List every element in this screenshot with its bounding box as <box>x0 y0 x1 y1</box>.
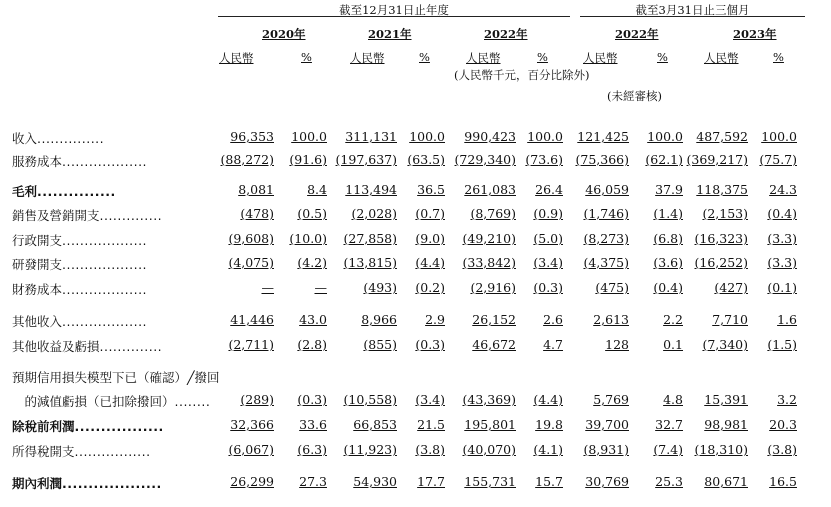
cell-amount: (2,028) <box>351 206 397 221</box>
col-pct-header: % <box>773 50 784 64</box>
cell-amount: (9,608) <box>228 231 274 246</box>
cell-percent: (0.9) <box>533 206 563 221</box>
cell-amount: (18,310) <box>694 442 748 457</box>
cell-amount: (27,858) <box>343 231 397 246</box>
row-label-text: 所得稅開支 <box>12 444 75 459</box>
col-rmb-header: 人民幣 <box>466 51 501 65</box>
cell-percent: 100.0 <box>527 129 563 144</box>
cell-amount: 261,083 <box>464 182 516 197</box>
table-row <box>0 231 831 249</box>
cell-percent: (0.7) <box>415 206 445 221</box>
cell-amount: (11,923) <box>343 442 397 457</box>
cell-percent: 4.8 <box>663 392 683 407</box>
header-group-year-end <box>218 2 570 17</box>
col-rmb-header: 人民幣 <box>219 51 254 65</box>
cell-amount: 30,769 <box>585 474 629 489</box>
row-label-text: 行政開支 <box>12 233 63 248</box>
cell-amount: (13,815) <box>343 255 397 270</box>
cell-percent: (1.5) <box>767 337 797 352</box>
row-leader-dots: ................... <box>62 257 148 272</box>
cell-amount: (10,558) <box>343 392 397 407</box>
row-leader-dots: .............. <box>99 339 163 354</box>
row-leader-dots: ................... <box>62 233 148 248</box>
cell-percent: (6.3) <box>297 442 327 457</box>
cell-percent: 17.7 <box>417 474 445 489</box>
cell-amount: (43,369) <box>462 392 516 407</box>
cell-amount: (369,217) <box>686 152 748 167</box>
cell-amount: 32,366 <box>230 417 274 432</box>
cell-amount: 26,299 <box>230 474 274 489</box>
cell-amount: 128 <box>605 337 629 352</box>
cell-amount: (33,842) <box>462 255 516 270</box>
cell-percent: (3.8) <box>767 442 797 457</box>
row-label-text: 研發開支 <box>12 257 63 272</box>
cell-amount: 7,710 <box>712 312 748 327</box>
cell-amount: (7,340) <box>702 337 748 352</box>
cell-percent: 26.4 <box>535 182 563 197</box>
cell-percent: (3.8) <box>415 442 445 457</box>
cell-amount: 8,966 <box>361 312 397 327</box>
row-leader-dots: ............... <box>37 131 105 146</box>
cell-amount: (4,075) <box>228 255 274 270</box>
col-pct-header: % <box>657 50 668 64</box>
cell-amount: (493) <box>363 280 397 295</box>
cell-percent: 21.5 <box>417 417 445 432</box>
cell-amount: (8,769) <box>470 206 516 221</box>
table-row <box>0 368 831 386</box>
cell-percent: (5.0) <box>533 231 563 246</box>
cell-percent: 100.0 <box>291 129 327 144</box>
row-label-text: 服務成本 <box>12 154 63 169</box>
row-leader-dots: .............. <box>99 208 163 223</box>
col-rmb-header: 人民幣 <box>583 51 618 65</box>
cell-percent: 2.2 <box>663 312 683 327</box>
row-label <box>12 255 147 273</box>
table-row <box>0 255 831 273</box>
cell-percent: 15.7 <box>535 474 563 489</box>
row-label-text: 期內利潤 <box>12 476 63 491</box>
cell-percent: 8.4 <box>307 182 327 197</box>
cell-amount: (16,323) <box>694 231 748 246</box>
row-label-text: 收入 <box>12 131 38 146</box>
cell-percent: (75.7) <box>759 152 797 167</box>
row-label-text: 毛利 <box>12 184 38 199</box>
cell-percent: (62.1) <box>645 152 683 167</box>
cell-percent: (3.3) <box>767 231 797 246</box>
cell-percent: (4.2) <box>297 255 327 270</box>
row-leader-dots: ................... <box>62 476 162 491</box>
cell-percent: (3.4) <box>533 255 563 270</box>
cell-percent: (0.2) <box>415 280 445 295</box>
cell-amount: 2,613 <box>593 312 629 327</box>
cell-amount: 118,375 <box>696 182 748 197</box>
cell-amount: (475) <box>595 280 629 295</box>
cell-percent: 36.5 <box>417 182 445 197</box>
cell-percent: 20.3 <box>769 417 797 432</box>
table-row <box>0 206 831 224</box>
cell-percent: (73.6) <box>525 152 563 167</box>
cell-amount: (40,070) <box>462 442 516 457</box>
table-row <box>0 312 831 330</box>
cell-amount: (88,272) <box>220 152 274 167</box>
col-pct-header: % <box>419 50 430 64</box>
cell-amount: (8,273) <box>583 231 629 246</box>
cell-amount: (729,340) <box>454 152 516 167</box>
table-row <box>0 474 831 492</box>
cell-percent: (4.4) <box>415 255 445 270</box>
table-row <box>0 182 831 200</box>
cell-amount: (75,366) <box>575 152 629 167</box>
cell-amount: (6,067) <box>228 442 274 457</box>
cell-amount: 66,853 <box>353 417 397 432</box>
cell-percent: (0.3) <box>297 392 327 407</box>
cell-amount: (289) <box>240 392 274 407</box>
cell-percent: (10.0) <box>289 231 327 246</box>
cell-amount: 39,700 <box>585 417 629 432</box>
row-label <box>12 442 151 460</box>
table-row <box>0 337 831 355</box>
col-pct-header: % <box>537 50 548 64</box>
col-rmb-header: 人民幣 <box>350 51 385 65</box>
cell-percent: 33.6 <box>299 417 327 432</box>
row-label <box>12 312 147 330</box>
row-label-text: 除稅前利潤 <box>12 419 75 434</box>
cell-percent: (7.4) <box>653 442 683 457</box>
cell-amount: 311,131 <box>345 129 397 144</box>
row-leader-dots: ................... <box>62 282 148 297</box>
cell-amount: 990,423 <box>464 129 516 144</box>
cell-amount: (2,153) <box>702 206 748 221</box>
cell-percent: (9.0) <box>415 231 445 246</box>
row-label <box>12 152 147 170</box>
cell-amount: (49,210) <box>462 231 516 246</box>
cell-percent: 37.9 <box>655 182 683 197</box>
cell-amount: 113,494 <box>345 182 397 197</box>
cell-amount: (8,931) <box>583 442 629 457</box>
cell-percent: — <box>314 280 327 295</box>
row-label <box>12 182 116 200</box>
cell-amount: (2,916) <box>470 280 516 295</box>
cell-percent: 1.6 <box>777 312 797 327</box>
cell-percent: (0.4) <box>653 280 683 295</box>
cell-percent: (6.8) <box>653 231 683 246</box>
cell-percent: 43.0 <box>299 312 327 327</box>
cell-percent: 100.0 <box>409 129 445 144</box>
cell-amount: 41,446 <box>230 312 274 327</box>
row-label-text: 的減值虧損（已扣除撥回） <box>12 394 175 409</box>
cell-percent: 24.3 <box>769 182 797 197</box>
year-2022-q1: 2022年 <box>615 27 659 41</box>
cell-percent: (4.4) <box>533 392 563 407</box>
cell-amount: 15,391 <box>704 392 748 407</box>
cell-amount: (4,375) <box>583 255 629 270</box>
row-label <box>12 337 162 355</box>
row-leader-dots: ................. <box>74 444 151 459</box>
cell-percent: 19.8 <box>535 417 563 432</box>
cell-percent: (3.6) <box>653 255 683 270</box>
header-group-three-months-label: 截至3月31日止三個月 <box>635 3 750 17</box>
table-row <box>0 417 831 435</box>
cell-amount: (197,637) <box>335 152 397 167</box>
cell-amount: 80,671 <box>704 474 748 489</box>
cell-percent: (1.4) <box>653 206 683 221</box>
year-2020: 2020年 <box>262 27 306 41</box>
header-group-three-months <box>580 2 805 17</box>
cell-percent: (2.8) <box>297 337 327 352</box>
year-2021: 2021年 <box>368 27 412 41</box>
table-row <box>0 152 831 170</box>
year-2022: 2022年 <box>484 27 528 41</box>
row-label <box>12 392 210 410</box>
row-label <box>12 206 162 224</box>
row-label-text: 其他收入 <box>12 314 63 329</box>
cell-amount: 155,731 <box>464 474 516 489</box>
row-label <box>12 368 220 386</box>
col-pct-header: % <box>301 50 312 64</box>
row-label <box>12 231 147 249</box>
cell-percent: (0.1) <box>767 280 797 295</box>
cell-percent: (3.3) <box>767 255 797 270</box>
cell-amount: 5,769 <box>593 392 629 407</box>
year-2023-q1: 2023年 <box>733 27 777 41</box>
cell-amount: (855) <box>363 337 397 352</box>
cell-amount: 46,672 <box>472 337 516 352</box>
cell-percent: (0.5) <box>297 206 327 221</box>
cell-percent: 2.6 <box>543 312 563 327</box>
header-group-year-end-label: 截至12月31日止年度 <box>339 3 449 17</box>
cell-amount: (1,746) <box>583 206 629 221</box>
row-leader-dots: ................... <box>62 314 148 329</box>
row-label <box>12 474 162 492</box>
table-row <box>0 392 831 410</box>
row-label-text: 銷售及營銷開支 <box>12 208 100 223</box>
col-rmb-header: 人民幣 <box>704 51 739 65</box>
cell-amount: 487,592 <box>696 129 748 144</box>
cell-percent: (3.4) <box>415 392 445 407</box>
cell-percent: (0.3) <box>533 280 563 295</box>
unaudited-note: (未經審核) <box>607 89 662 103</box>
row-leader-dots: ................. <box>74 419 164 434</box>
cell-percent: 16.5 <box>769 474 797 489</box>
cell-percent: (91.6) <box>289 152 327 167</box>
cell-amount: 54,930 <box>353 474 397 489</box>
cell-amount: 96,353 <box>230 129 274 144</box>
cell-amount: 121,425 <box>577 129 629 144</box>
unit-note: (人民幣千元，百分比除外) <box>454 68 590 82</box>
cell-amount: (2,711) <box>228 337 274 352</box>
table-row <box>0 442 831 460</box>
cell-percent: (0.4) <box>767 206 797 221</box>
cell-percent: 3.2 <box>777 392 797 407</box>
cell-amount: 26,152 <box>472 312 516 327</box>
table-row <box>0 129 831 147</box>
row-leader-dots: ................... <box>62 154 148 169</box>
cell-amount: 46,059 <box>585 182 629 197</box>
row-label-text: 預期信用損失模型下已（確認）╱撥回 <box>12 370 220 385</box>
row-label <box>12 417 164 435</box>
cell-amount: (478) <box>240 206 274 221</box>
cell-amount: 8,081 <box>238 182 274 197</box>
cell-amount: — <box>261 280 274 295</box>
cell-percent: 4.7 <box>543 337 563 352</box>
cell-amount: (16,252) <box>694 255 748 270</box>
cell-amount: 98,981 <box>704 417 748 432</box>
cell-percent: 27.3 <box>299 474 327 489</box>
cell-percent: (0.3) <box>415 337 445 352</box>
row-label-text: 財務成本 <box>12 282 63 297</box>
row-leader-dots: ............... <box>37 184 116 199</box>
row-label-text: 其他收益及虧損 <box>12 339 100 354</box>
row-label <box>12 129 104 147</box>
cell-amount: 195,801 <box>464 417 516 432</box>
table-row <box>0 280 831 298</box>
row-leader-dots: ........ <box>174 394 211 409</box>
cell-percent: 25.3 <box>655 474 683 489</box>
cell-percent: 0.1 <box>663 337 683 352</box>
cell-percent: 100.0 <box>761 129 797 144</box>
cell-amount: (427) <box>714 280 748 295</box>
cell-percent: (4.1) <box>533 442 563 457</box>
cell-percent: 100.0 <box>647 129 683 144</box>
row-label <box>12 280 147 298</box>
cell-percent: (63.5) <box>407 152 445 167</box>
cell-percent: 2.9 <box>425 312 445 327</box>
cell-percent: 32.7 <box>655 417 683 432</box>
